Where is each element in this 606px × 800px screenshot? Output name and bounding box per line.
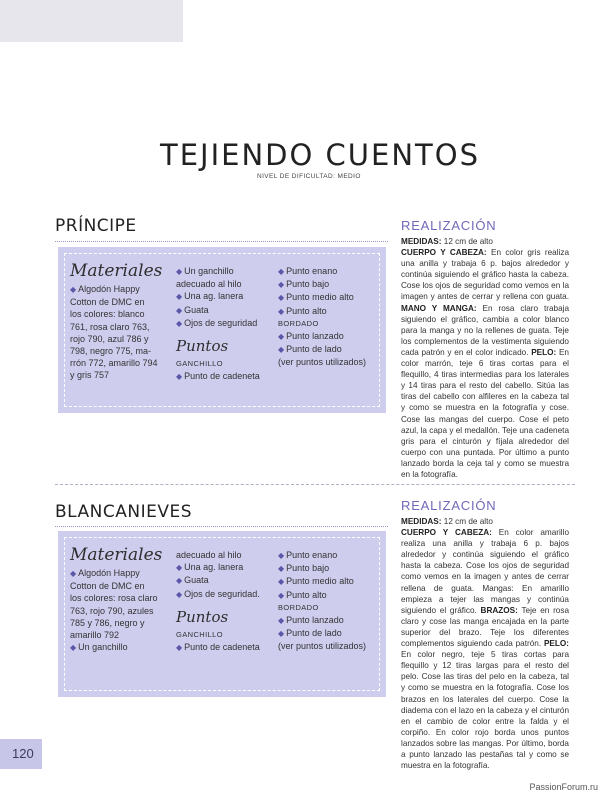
section-title-principe: PRÍNCIPE bbox=[55, 216, 137, 236]
diamond-icon: ◆ bbox=[176, 576, 183, 586]
materials-heading: Materiales bbox=[70, 261, 163, 281]
materials-column-2 bbox=[176, 265, 260, 383]
stitch-line: ◆ Punto bajo bbox=[278, 563, 330, 574]
diamond-icon: ◆ bbox=[176, 305, 183, 315]
material-line: Cotton de DMC en bbox=[70, 297, 145, 308]
section-title-blancanieves: BLANCANIEVES bbox=[55, 502, 193, 522]
stitch-line: ◆ Punto lanzado bbox=[278, 331, 344, 342]
section-divider bbox=[55, 484, 575, 485]
diamond-icon: ◆ bbox=[278, 590, 285, 600]
diamond-icon: ◆ bbox=[278, 629, 285, 639]
materials-column-1 bbox=[70, 261, 162, 382]
material-line: ◆ Un ganchillo bbox=[176, 266, 234, 276]
stitch-line: ◆ Punto alto bbox=[278, 305, 327, 316]
diamond-icon: ◆ bbox=[70, 285, 77, 294]
diamond-icon: ◆ bbox=[176, 267, 183, 276]
diamond-icon: ◆ bbox=[176, 563, 183, 573]
diamond-icon: ◆ bbox=[278, 551, 285, 560]
stitch-line: ◆ Punto enano bbox=[278, 550, 338, 560]
watermark: PassionForum.ru bbox=[529, 782, 598, 792]
diamond-icon: ◆ bbox=[176, 372, 183, 382]
realizacion-title-blancanieves: REALIZACIÓN bbox=[401, 498, 497, 513]
material-line: ◆ Una ag. lanera bbox=[176, 562, 244, 573]
stitch-line: ◆ Punto alto bbox=[278, 589, 327, 600]
material-line: y gris 757 bbox=[70, 370, 110, 381]
realizacion-text-blancanieves: MEDIDAS: 12 cm de alto CUERPO Y CABEZA: En color amarillo realiza una anilla y trabaja 6 p. bajos alrededor y continúa siguiendo el gráfico hasta la cabeza. Cose los ojos de seguridad como vemos en la imagen y antes de cerrar rellena de guata. Mangas: En amarillo empieza a tejer las mangas y continúa siguiendo el gráfico. BRAZOS: Teje en rosa claro y cose las manga encajada en la parte superior del brazo. Teje los diferentes complementos siguiendo cada patrón. PELO: En color negro, teje 5 tiras cortas para flequillo y 12 tiras largas para el resto del pelo. Cose las tiras del pelo en la cabeza, tal y como se muestra en la fotografía. Cose los brazos en los laterales del cuerpo. Cose la diadema con el lazo en la cabeza y el cinturón en el cambio de color entre la falda y el corpiño. En color rojo borda unos puntos lanzados sobre las mangas. Por último, borda a punto lanzado las pestañas tal y como se muestra en la fotografía. bbox=[401, 517, 570, 771]
section-underline bbox=[55, 241, 388, 242]
stitch-line: ◆ Punto medio alto bbox=[278, 292, 354, 303]
page-title: TEJIENDO CUENTOS bbox=[160, 138, 480, 172]
diamond-icon: ◆ bbox=[278, 577, 285, 587]
diamond-icon: ◆ bbox=[278, 616, 285, 626]
ganchillo-label: GANCHILLO bbox=[176, 359, 223, 369]
material-line: 763, rojo 790, azules bbox=[70, 605, 154, 616]
materials-column-2 bbox=[176, 549, 260, 654]
puntos-heading: Puntos bbox=[176, 607, 229, 626]
diamond-icon: ◆ bbox=[176, 643, 183, 653]
material-line: ◆ Ojos de seguridad bbox=[176, 317, 258, 328]
diamond-icon: ◆ bbox=[278, 280, 285, 290]
stitch-line: (ver puntos utilizados) bbox=[278, 357, 367, 368]
material-line: ◆ Guata bbox=[176, 304, 209, 315]
stitch-line: ◆ Punto de cadeneta bbox=[176, 642, 260, 653]
section-underline bbox=[55, 526, 388, 527]
difficulty-level: NIVEL DE DIFICULTAD: MEDIO bbox=[257, 173, 361, 180]
realizacion-text-principe: MEDIDAS: 12 cm de alto CUERPO Y CABEZA: En color gris realiza una anilla y trabaja 6 p. bajos alrededor y continúa siguiendo el gráfico hasta la cabeza. Cose los ojos de seguridad como vemos en la imagen y antes de cerrar y rellena con guata. MANO Y MANGA: En rosa claro trabaja siguiendo el gráfico, cambia a color blanco para la manga y no la rellenes de guata. Teje los complementos de la vestimenta siguiendo cada patrón y en el color indicado. PELO: En color marrón, teje 6 tiras cortas para el flequillo, 4 tiras intermedias para los laterales y 14 tiras para el resto del cabello. Sitúa las tiras del cabello con alfileres en la cabeza tal y como se muestra en la fotografía y cose. Cose las mangas del cuerpo. Cose el peto azul, la capa y el medallón. Teje una cadeneta gris para el cinturón y fíjala alrededor del cuerpo con una puntada. Por último a punto lanzado borda la ceja tal y como se muestra en la fotografía. bbox=[401, 237, 569, 479]
diamond-icon: ◆ bbox=[278, 267, 285, 276]
diamond-icon: ◆ bbox=[70, 569, 77, 578]
stitch-line: ◆ Punto enano bbox=[278, 266, 338, 276]
header-tab bbox=[0, 0, 183, 42]
diamond-icon: ◆ bbox=[278, 306, 285, 316]
stitch-line: ◆ Punto de lado bbox=[278, 628, 342, 639]
material-line: los colores: rosa claro bbox=[70, 593, 158, 604]
material-line: rrón 772, amarillo 794 bbox=[70, 358, 158, 369]
material-line: adecuado al hilo bbox=[176, 550, 242, 560]
material-line: Cotton de DMC en bbox=[70, 581, 145, 592]
stitch-line: (ver puntos utilizados) bbox=[278, 641, 367, 652]
material-line: los colores: blanco bbox=[70, 309, 145, 320]
material-line: rojo 790, azul 786 y bbox=[70, 333, 149, 344]
stitch-line: ◆ Punto lanzado bbox=[278, 615, 344, 626]
stitch-line: ◆ Punto medio alto bbox=[278, 576, 354, 587]
stitches-column bbox=[278, 265, 366, 369]
diamond-icon: ◆ bbox=[176, 318, 183, 328]
diamond-icon: ◆ bbox=[278, 293, 285, 303]
material-line: ◆ Guata bbox=[176, 575, 209, 586]
material-line: 798, negro 775, ma- bbox=[70, 346, 152, 357]
bordado-label: BORDADO bbox=[278, 602, 319, 612]
diamond-icon: ◆ bbox=[278, 345, 285, 355]
realizacion-title-principe: REALIZACIÓN bbox=[401, 218, 497, 233]
materials-heading: Materiales bbox=[70, 545, 163, 565]
diamond-icon: ◆ bbox=[278, 564, 285, 574]
diamond-icon: ◆ bbox=[278, 332, 285, 342]
material-line: ◆ Ojos de seguridad. bbox=[176, 588, 260, 599]
material-line: ◆ Algodón Happy bbox=[70, 568, 140, 578]
material-line: ◆ Una ag. lanera bbox=[176, 291, 244, 302]
bordado-label: BORDADO bbox=[278, 318, 319, 328]
material-line: ◆ Un ganchillo bbox=[70, 642, 128, 653]
stitches-column bbox=[278, 549, 366, 653]
stitch-line: ◆ Punto de lado bbox=[278, 344, 342, 355]
materials-column-1 bbox=[70, 545, 162, 654]
puntos-heading: Puntos bbox=[176, 337, 229, 356]
material-line: amarillo 792 bbox=[70, 630, 120, 641]
material-line: 785 y 786, negro y bbox=[70, 617, 145, 628]
ganchillo-label: GANCHILLO bbox=[176, 629, 223, 639]
stitch-line: ◆ Punto bajo bbox=[278, 279, 330, 290]
material-line: 761, rosa claro 763, bbox=[70, 321, 150, 332]
diamond-icon: ◆ bbox=[176, 589, 183, 599]
stitch-line: ◆ Punto de cadeneta bbox=[176, 371, 260, 382]
material-line: adecuado al hilo bbox=[176, 279, 242, 290]
page-number: 120 bbox=[12, 746, 34, 761]
diamond-icon: ◆ bbox=[70, 643, 77, 653]
material-line: ◆ Algodón Happy bbox=[70, 284, 140, 294]
diamond-icon: ◆ bbox=[176, 292, 183, 302]
